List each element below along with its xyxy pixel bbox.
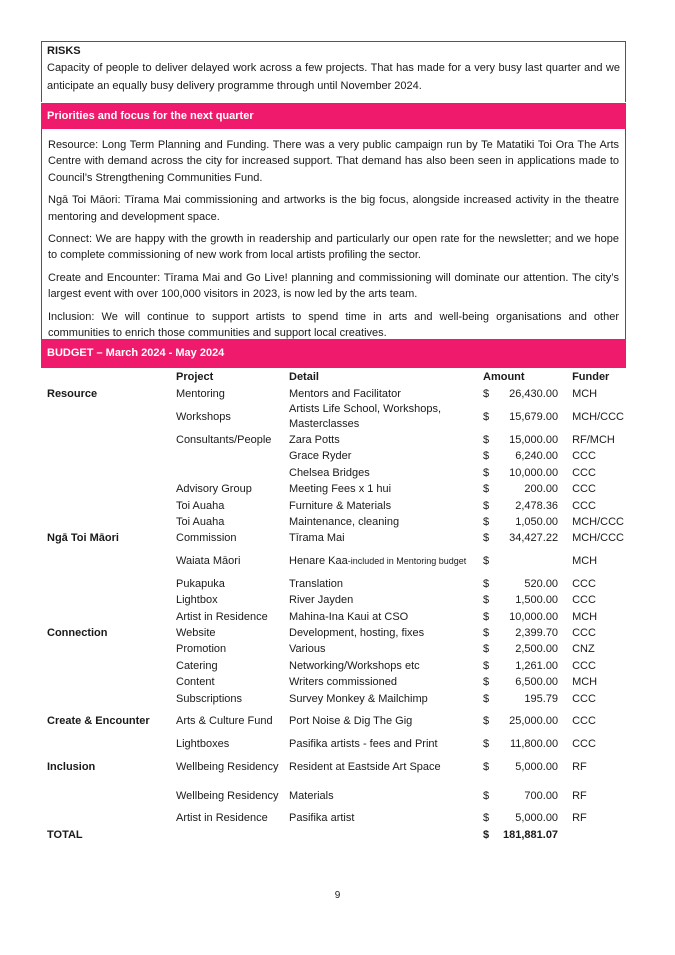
row-detail: Various (289, 643, 326, 656)
row-funder: MCH (572, 610, 598, 623)
row-amount: 1,500.00 (515, 594, 559, 607)
row-dollar: $ (483, 715, 490, 728)
total-row (41, 827, 626, 843)
row-section (41, 691, 176, 707)
row-dollar: $ (483, 466, 490, 479)
priority-paragraph: Resource: Long Term Planning and Funding. There was a very public campaign run by Te Matatiki Toi Ora The Arts Centre with demand across the city for increased support. That demand has also been seen in applications made to Council’s Strengthening Communities Fund. (48, 139, 619, 184)
row-dollar: $ (483, 499, 490, 512)
budget-row (41, 593, 626, 609)
row-detail: Writers commissioned (289, 676, 397, 689)
row-funder: CNZ (572, 643, 595, 656)
row-funder: RF (572, 812, 587, 825)
budget-row (41, 658, 626, 674)
budget-row (41, 609, 626, 625)
row-detail (289, 547, 479, 576)
row-project: Promotion (176, 643, 227, 656)
row-dollar: $ (483, 626, 490, 639)
row-project: Lightbox (176, 594, 218, 607)
budget-row (41, 449, 626, 465)
row-section (41, 811, 176, 827)
row-section (41, 642, 176, 658)
row-detail: Furniture & Materials (289, 499, 392, 512)
row-funder: MCH/CCC (572, 516, 625, 529)
row-funder: CCC (572, 499, 596, 512)
row-project (176, 465, 289, 481)
row-section (41, 674, 176, 690)
row-amount: 195.79 (524, 692, 559, 705)
row-section (41, 547, 176, 576)
priority-paragraph: Connect: We are happy with the growth in readership and particularly our open rate for the newsletter; and we hope to complete commissioning of new work from local artists profiling the sector. (48, 233, 619, 262)
priority-paragraph: Ngā Toi Māori: Tīrama Mai commissioning and artworks is the big focus, alongside increased activity in the theatre mentoring and development space. (48, 194, 619, 223)
row-dollar: $ (483, 555, 490, 568)
row-funder: CCC (572, 450, 596, 463)
row-project (176, 449, 289, 465)
row-amount: 2,478.36 (515, 499, 559, 512)
row-dollar: $ (483, 516, 490, 529)
row-project: Catering (176, 659, 218, 672)
col-amount: Amount (483, 371, 525, 383)
row-dollar: $ (483, 387, 490, 400)
row-detail: Chelsea Bridges (289, 466, 370, 479)
row-project: Wellbeing Residency (176, 760, 279, 773)
row-detail: Pasifika artists - fees and Print (289, 737, 438, 750)
budget-heading: BUDGET – March 2024 - May 2024 (41, 339, 626, 368)
row-detail: Zara Potts (289, 434, 340, 447)
budget-row (41, 402, 626, 432)
page-number: 9 (334, 890, 341, 901)
row-funder: CCC (572, 715, 596, 728)
row-funder: MCH/CCC (572, 532, 625, 545)
row-amount: 1,050.00 (515, 516, 559, 529)
row-dollar: $ (483, 692, 490, 705)
row-dollar: $ (483, 450, 490, 463)
row-section (41, 609, 176, 625)
row-section (41, 736, 176, 752)
row-project: Wellbeing Residency (176, 789, 279, 802)
row-dollar: $ (483, 643, 490, 656)
budget-row (41, 465, 626, 481)
row-section: Connection (47, 626, 108, 639)
row-amount: 1,261.00 (515, 659, 559, 672)
row-section: Inclusion (47, 760, 96, 773)
row-dollar: $ (483, 812, 490, 825)
budget-row (41, 691, 626, 707)
row-detail: Meeting Fees x 1 hui (289, 483, 392, 496)
budget-row (41, 736, 626, 752)
row-amount: 200.00 (524, 483, 559, 496)
row-detail: Mentors and Facilitator (289, 387, 401, 400)
row-project: Arts & Culture Fund (176, 715, 273, 728)
row-dollar: $ (483, 577, 490, 590)
row-project: Waiata Māori (176, 555, 241, 568)
budget-header-row (41, 369, 626, 386)
row-project: Lightboxes (176, 737, 230, 750)
row-detail: Translation (289, 577, 344, 590)
budget-row (41, 547, 626, 576)
total-amount: 181,881.07 (503, 828, 559, 841)
row-funder: RF/MCH (572, 434, 615, 447)
risks-heading: RISKS (47, 45, 81, 57)
row-detail: Pasifika artist (289, 812, 355, 825)
row-funder: RF (572, 760, 587, 773)
row-detail: Networking/Workshops etc (289, 659, 420, 672)
row-amount: 10,000.00 (509, 610, 559, 623)
budget-row (41, 674, 626, 690)
row-section (41, 514, 176, 530)
budget-row (41, 753, 626, 782)
row-amount: 5,000.00 (515, 812, 559, 825)
row-funder: MCH (572, 555, 598, 568)
row-section: Create & Encounter (47, 715, 150, 728)
budget-row (41, 782, 626, 811)
row-section (41, 432, 176, 448)
row-funder: CCC (572, 659, 596, 672)
row-project: Workshops (176, 410, 231, 423)
row-amount: 11,800.00 (509, 737, 559, 750)
row-funder: CCC (572, 483, 596, 496)
priorities-heading: Priorities and focus for the next quarter (41, 103, 626, 129)
col-funder: Funder (572, 371, 610, 383)
row-section (41, 482, 176, 498)
row-project: Consultants/People (176, 434, 272, 447)
row-section (41, 465, 176, 481)
col-detail: Detail (289, 371, 319, 383)
row-funder: RF (572, 789, 587, 802)
budget-row (41, 811, 626, 827)
row-amount: 2,500.00 (515, 643, 559, 656)
row-amount: 10,000.00 (509, 466, 559, 479)
priorities-box (41, 129, 626, 339)
row-amount: 700.00 (524, 789, 559, 802)
row-dollar: $ (483, 434, 490, 447)
row-project: Artist in Residence (176, 610, 268, 623)
row-dollar: $ (483, 737, 490, 750)
row-dollar: $ (483, 483, 490, 496)
row-funder: MCH/CCC (572, 410, 625, 423)
row-funder: CCC (572, 466, 596, 479)
budget-row (41, 707, 626, 736)
row-detail-text: Henare Kaa (289, 555, 348, 568)
row-amount: 520.00 (524, 577, 559, 590)
row-section (41, 782, 176, 811)
row-funder: CCC (572, 692, 596, 705)
col-project: Project (176, 371, 214, 383)
row-section (41, 593, 176, 609)
row-dollar: $ (483, 610, 490, 623)
budget-table (41, 369, 626, 843)
row-project: Artist in Residence (176, 812, 268, 825)
budget-row (41, 432, 626, 448)
row-dollar: $ (483, 532, 490, 545)
row-detail: River Jayden (289, 594, 354, 607)
row-funder: CCC (572, 594, 596, 607)
total-label: TOTAL (47, 828, 83, 841)
row-dollar: $ (483, 659, 490, 672)
row-project: Subscriptions (176, 692, 243, 705)
row-detail: Survey Monkey & Mailchimp (289, 692, 428, 705)
row-section (41, 402, 176, 432)
row-funder: MCH (572, 676, 598, 689)
row-detail: Mahina-Ina Kaui at CSO (289, 610, 409, 623)
row-amount (503, 547, 572, 576)
row-detail: Artists Life School, Workshops, Masterclasses (289, 403, 442, 431)
row-detail: Resident at Eastside Art Space (289, 760, 441, 773)
row-project: Toi Auaha (176, 516, 225, 529)
row-section: Resource (47, 387, 98, 400)
row-detail: Development, hosting, fixes (289, 626, 425, 639)
row-detail: Grace Ryder (289, 450, 352, 463)
row-funder: MCH (572, 387, 598, 400)
row-dollar: $ (483, 760, 490, 773)
row-amount: 15,679.00 (509, 410, 559, 423)
budget-row (41, 386, 626, 402)
row-amount: 2,399.70 (515, 626, 559, 639)
row-project: Pukapuka (176, 577, 225, 590)
row-amount: 6,500.00 (515, 676, 559, 689)
row-dollar: $ (483, 676, 490, 689)
row-section: Ngā Toi Māori (47, 532, 119, 545)
row-project: Content (176, 676, 215, 689)
row-detail: Port Noise & Dig The Gig (289, 715, 413, 728)
risks-box (41, 41, 626, 102)
row-project: Toi Auaha (176, 499, 225, 512)
budget-row (41, 514, 626, 530)
row-funder: CCC (572, 737, 596, 750)
budget-row (41, 642, 626, 658)
row-detail-note: -included in Mentoring budget (347, 556, 467, 567)
budget-row (41, 498, 626, 514)
row-amount: 5,000.00 (515, 760, 559, 773)
row-amount: 6,240.00 (515, 450, 559, 463)
row-section (41, 498, 176, 514)
budget-row (41, 482, 626, 498)
row-project: Commission (176, 532, 237, 545)
budget-row (41, 531, 626, 547)
risks-text: Capacity of people to deliver delayed work across a few projects. That has made for a very busy last quarter and we anticipate an equally busy delivery programme through until November 2024. (47, 62, 620, 92)
row-funder: CCC (572, 626, 596, 639)
priority-paragraph: Create and Encounter: Tīrama Mai and Go Live! planning and commissioning will dominate our attention. The city’s largest event with over 100,000 visitors in 2023, is now led by the arts team. (48, 271, 619, 301)
row-funder: CCC (572, 577, 596, 590)
row-detail: Tīrama Mai (289, 532, 345, 545)
priority-paragraph: Inclusion: We will continue to support artists to spend time in arts and well-being organisations and other communities to enrich those communities and support local creatives. (48, 310, 619, 340)
row-amount: 15,000.00 (509, 434, 559, 447)
total-dollar: $ (483, 828, 490, 841)
row-project: Website (176, 626, 216, 639)
row-detail: Materials (289, 789, 334, 802)
row-section (41, 449, 176, 465)
row-amount: 34,427.22 (509, 532, 559, 545)
row-project: Advisory Group (176, 483, 252, 496)
row-dollar: $ (483, 789, 490, 802)
budget-row (41, 576, 626, 592)
row-dollar: $ (483, 594, 490, 607)
row-project: Mentoring (176, 387, 225, 400)
row-section (41, 576, 176, 592)
row-dollar: $ (483, 410, 490, 423)
row-amount: 26,430.00 (509, 387, 559, 400)
row-detail: Maintenance, cleaning (289, 516, 400, 529)
budget-row (41, 625, 626, 641)
row-section (41, 658, 176, 674)
row-amount: 25,000.00 (509, 715, 559, 728)
